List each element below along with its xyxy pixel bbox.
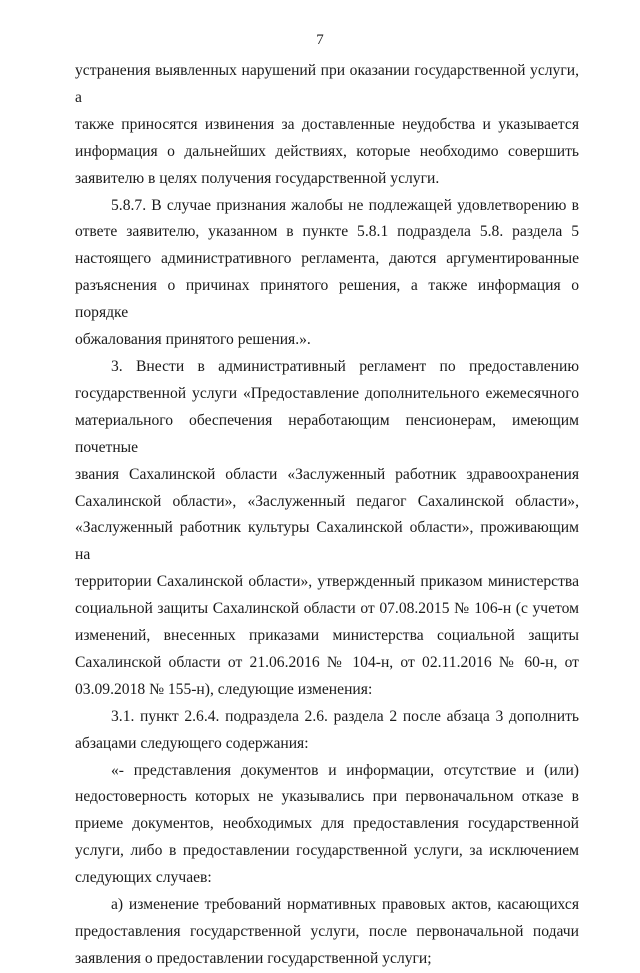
- text-line: предоставления государственной услуги, после первоначальной подачи: [75, 923, 579, 940]
- text-line: настоящего административного регламента, даются аргументированные: [75, 250, 579, 268]
- text-line: заявителю в целях получения государственной услуги.: [75, 169, 440, 187]
- text-line: следующих случаев:: [75, 869, 212, 887]
- text-line: «Заслуженный работник культуры Сахалинской области», проживающим на: [75, 519, 579, 564]
- text-line: материального обеспечения неработающим пенсионерам, имеющим почетные: [75, 411, 579, 456]
- text-line: приеме документов, необходимых для предоставления государственной: [75, 815, 579, 833]
- text-line: Сахалинской области от 21.06.2016 № 104-н, от 02.11.2016 № 60-н, от: [75, 653, 579, 671]
- text-line: 5.8.7. В случае признания жалобы не подлежащей удовлетворению в: [111, 196, 579, 214]
- text-line: абзацами следующего содержания:: [75, 734, 309, 752]
- text-line: Сахалинской области», «Заслуженный педагог Сахалинской области»,: [75, 492, 579, 510]
- text-line: устранения выявленных нарушений при оказании государственной услуги, а: [75, 62, 579, 106]
- text-line: 3.1. пункт 2.6.4. подраздела 2.6. раздела 2 после абзаца 3 дополнить: [111, 707, 579, 725]
- text-line: территории Сахалинской области», утвержденный приказом министерства: [75, 573, 579, 591]
- document-body: [75, 58, 579, 973]
- text-line: заявления о предоставлении государственной услуги;: [75, 949, 432, 967]
- text-line: услуги, либо в предоставлении государственной услуги, за исключением: [75, 842, 579, 860]
- text-line: также приносятся извинения за доставленные неудобства и указывается: [75, 115, 579, 133]
- text-line: обжалования принятого решения.».: [75, 331, 311, 349]
- text-line: изменений, внесенных приказами министерства социальной защиты: [75, 627, 579, 645]
- text-line: «- представления документов и информации, отсутствие и (или): [111, 761, 579, 779]
- text-line: государственной услуги «Предоставление дополнительного ежемесячного: [75, 384, 579, 402]
- text-line: ответе заявителю, указанном в пункте 5.8.1 подраздела 5.8. раздела 5: [75, 223, 579, 241]
- text-line: социальной защиты Сахалинской области от 07.08.2015 № 106-н (с учетом: [75, 600, 579, 618]
- text-line: недостоверность которых не указывались при первоначальном отказе в: [75, 788, 579, 806]
- text-line: информация о дальнейших действиях, которые необходимо совершить: [75, 142, 579, 160]
- text-line: 03.09.2018 № 155-н), следующие изменения:: [75, 680, 373, 698]
- text-line: разъяснения о причинах принятого решения, а также информация о порядке: [75, 277, 579, 322]
- text-line: 3. Внести в административный регламент по предоставлению: [111, 357, 579, 375]
- text-line: а) изменение требований нормативных правовых актов, касающихся: [111, 896, 579, 914]
- text-line: звания Сахалинской области «Заслуженный работник здравоохранения: [75, 465, 579, 483]
- page-number: 7: [316, 32, 324, 48]
